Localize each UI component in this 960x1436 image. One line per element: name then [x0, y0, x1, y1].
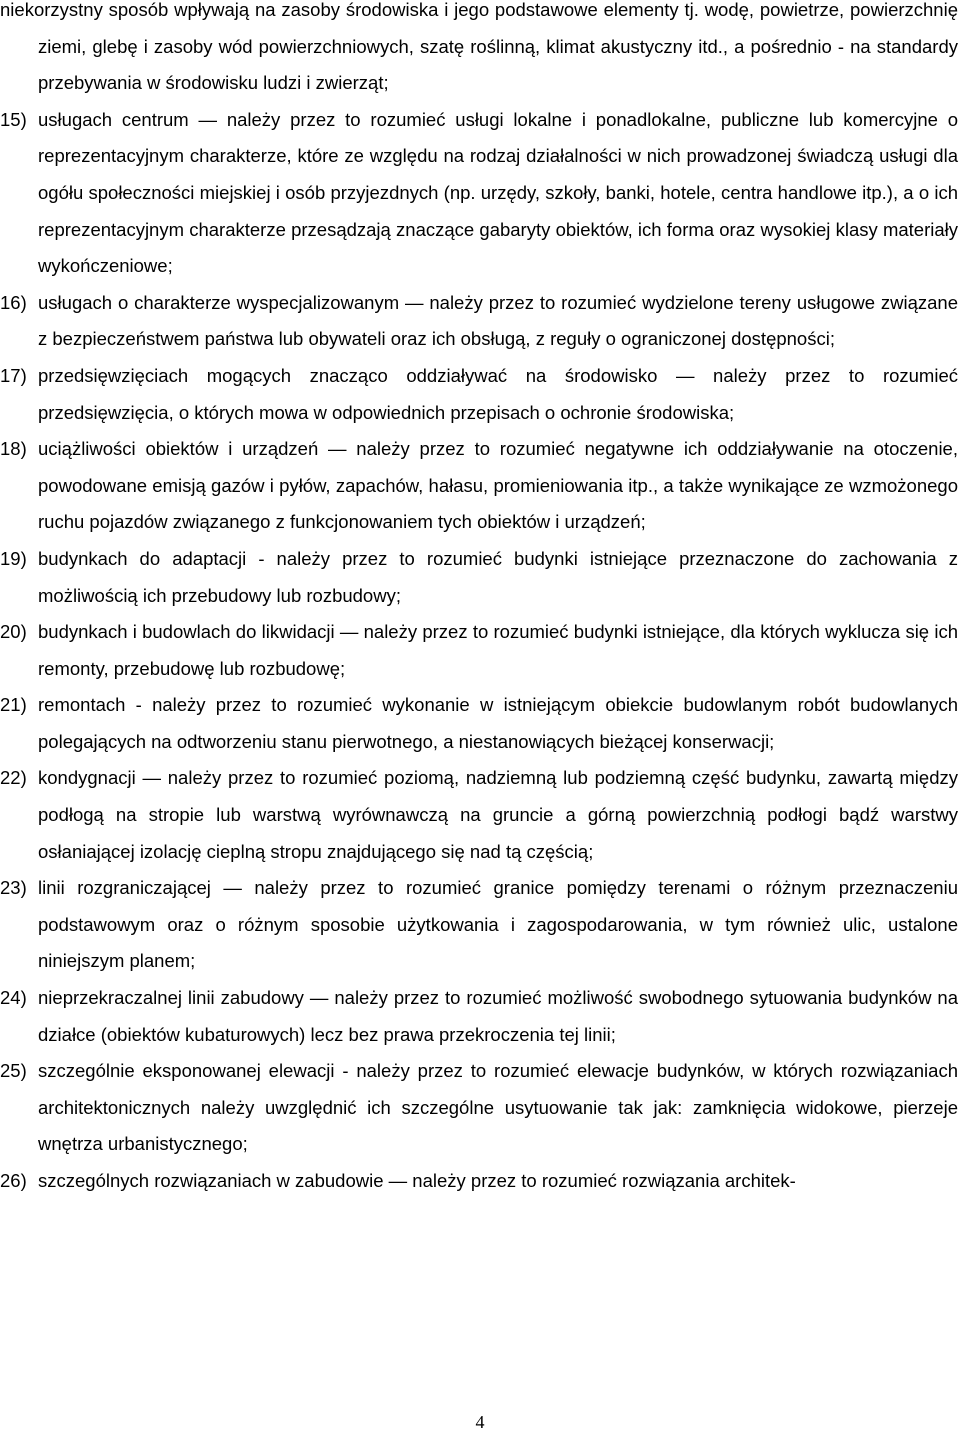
item-number: 25) [0, 1060, 27, 1082]
item-text: szczególnie eksponowanej elewacji - należy przez to rozumieć elewacje budynków, w których rozwiązaniach architektonicznych należy uwzględnić ich szczególne usytuowanie tak jak: zamknięcia widokowe, pierzeje wnętrza urbanistycznego; [38, 1060, 958, 1155]
item-number: 22) [0, 767, 27, 789]
definition-item-17 [0, 358, 960, 431]
item-number: 20) [0, 621, 27, 643]
item-number: 26) [0, 1170, 27, 1191]
item-number: 16) [0, 291, 27, 313]
item-text: szczególnych rozwiązaniach w zabudowie — należy przez to rozumieć rozwiązania architek- [38, 1170, 796, 1191]
item-text: linii rozgraniczającej — należy przez to rozumieć granice pomiędzy terenami o różnym przeznaczeniu podstawowym oraz o różnym sposobie użytkowania i zagospodarowania, w tym również ulic, ustalone niniejszym planem; [38, 877, 958, 972]
item-text: nieprzekraczalnej linii zabudowy — należy przez to rozumieć możliwość swobodnego sytuowania budynków na działce (obiektów kubaturowych) lecz bez prawa przekroczenia tej linii; [38, 987, 958, 1045]
definition-item-20 [0, 614, 960, 687]
definition-item-23 [0, 870, 960, 980]
definition-item-18 [0, 431, 960, 541]
item-text: usługach centrum — należy przez to rozumieć usługi lokalne i ponadlokalne, publiczne lub komercyjne o reprezentacyjnym charakterze, które ze względu na rodzaj działalności w nich prowadzonej świadczą usługi dla ogółu społeczności miejskiej i osób przyjezdnych (np. urzędy, szkoły, banki, hotele, centra handlowe itp.), a o ich reprezentacyjnym charakterze przesądzają znaczące gabaryty obiektów, ich forma oraz wysokiej klasy materiały wykończeniowe; [38, 108, 958, 277]
item-number: 18) [0, 438, 27, 460]
item-text: przedsięwzięciach mogących znacząco oddziaływać na środowisko — należy przez to rozumieć przedsięwzięcia, o których mowa w odpowiednich przepisach o ochronie środowiska; [38, 364, 958, 423]
definition-item-24 [0, 980, 960, 1053]
item-number: 15) [0, 108, 27, 130]
definition-item-22 [0, 760, 960, 870]
definition-item-26 [0, 1163, 960, 1200]
item-number: 17) [0, 364, 27, 386]
item-number: 23) [0, 877, 27, 899]
definition-item-25 [0, 1053, 960, 1163]
item-text: usługach o charakterze wyspecjalizowanym — należy przez to rozumieć wydzielone tereny usługowe związane z bezpieczeństwem państwa lub obywateli oraz ich obsługą, z reguły o ograniczonej dostępności; [38, 291, 958, 350]
item-text: kondygnacji — należy przez to rozumieć poziomą, nadziemną lub podziemną część budynku, zawartą między podłogą na stropie lub warstwą wyrównawczą na gruncie a górną powierzchnią podłogi bądź warstwy osłaniającej izolację cieplną stropu znajdującego się nad tą częścią; [38, 767, 958, 862]
page-number: 4 [475, 1412, 485, 1432]
item-number: 24) [0, 987, 27, 1009]
definition-item-21 [0, 687, 960, 760]
item-number: 19) [0, 547, 27, 569]
definition-item-16 [0, 285, 960, 358]
item-number: 21) [0, 694, 27, 716]
intro-paragraph: niekorzystny sposób wpływają na zasoby środowiska i jego podstawowe elementy tj. wodę, powietrze, powierzchnię ziemi, glebę i zasoby wód powierzchniowych, szatę roślinną, klimat akustyczny itd., a pośrednio - na standardy przebywania w środowisku ludzi i zwierząt; [0, 0, 958, 94]
definition-item-19 [0, 541, 960, 614]
item-text: budynkach do adaptacji - należy przez to rozumieć budynki istniejące przeznaczone do zachowania z możliwością ich przebudowy lub rozbudowy; [38, 547, 958, 606]
item-text: uciążliwości obiektów i urządzeń — należy przez to rozumieć negatywne ich oddziaływanie na otoczenie, powodowane emisją gazów i pyłów, zapachów, hałasu, promieniowania itp., a także wynikające ze wzmożonego ruchu pojazdów związanego z funkcjonowaniem tych obiektów i urządzeń; [38, 438, 958, 533]
definition-item-15 [0, 102, 960, 285]
item-text: budynkach i budowlach do likwidacji — należy przez to rozumieć budynki istniejące, dla których wyklucza się ich remonty, przebudowę lub rozbudowę; [38, 621, 958, 679]
item-text: remontach - należy przez to rozumieć wykonanie w istniejącym obiekcie budowlanym robót budowlanych polegających na odtworzeniu stanu pierwotnego, a niestanowiących bieżącej konserwacji; [38, 694, 958, 752]
